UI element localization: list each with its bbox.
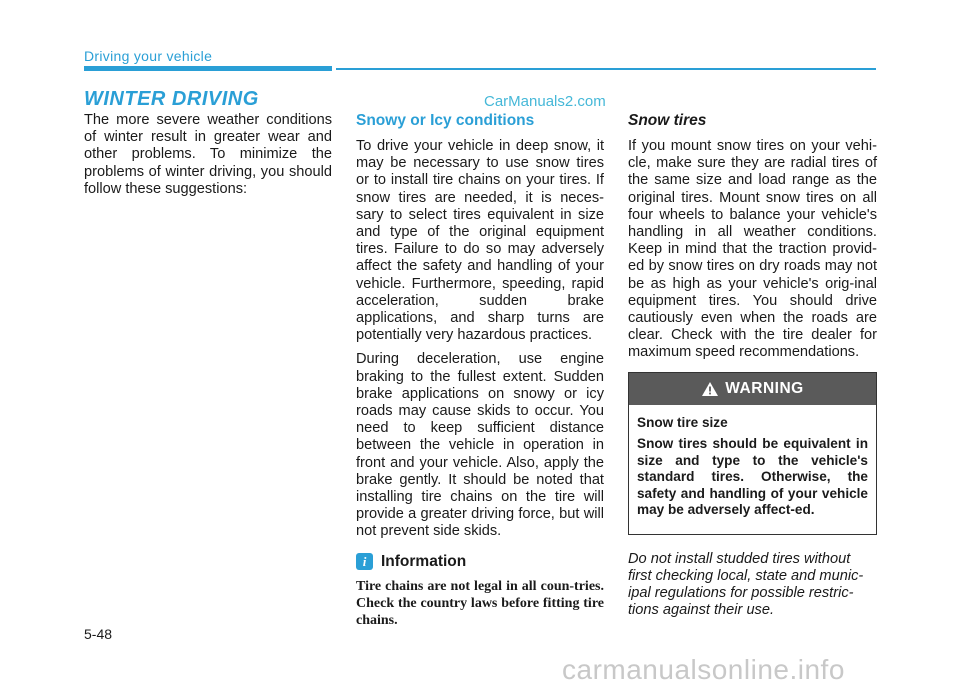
studded-tires-note: Do not install studded tires without first checking local, state and munic-ipal regulations for possible restric-tions against their use. [628, 550, 864, 619]
header-rule-thick [84, 66, 332, 71]
intro-paragraph: The more severe weather conditions of winter result in greater wear and other problems. To minimize the problems of winter driving, you should follow these suggestions: [84, 112, 332, 197]
column-intro [84, 112, 332, 205]
watermark-top[interactable]: CarManuals2.com [484, 93, 606, 110]
section-header: Driving your vehicle [84, 48, 213, 64]
info-icon: i [356, 553, 373, 570]
column-snowy-icy [356, 112, 604, 636]
watermark-bottom[interactable]: carmanualsonline.info [562, 654, 845, 685]
warning-header [629, 373, 876, 405]
column-snow-tires [628, 112, 877, 626]
warning-label: WARNING [725, 380, 804, 398]
header-rule-thin [336, 68, 876, 70]
snowy-icy-paragraph-1: To drive your vehicle in deep snow, it may be necessary to use snow tires or to install tire chains on your tires. If snow tires are needed, it is neces-sary to select tires equivalent in size and type of the original equipment tires. Failure to do so may adversely affect the safety and handling of your vehicle. Furthermore, speeding, rapid acceleration, sudden brake applications, and sharp turns are potentially very hazardous practices. [356, 138, 604, 344]
snow-tires-heading: Snow tires [628, 112, 707, 129]
warning-box [628, 372, 877, 535]
page-title: WINTER DRIVING [84, 88, 259, 110]
information-title: Information [381, 552, 467, 570]
warning-body [629, 405, 876, 534]
information-box [356, 553, 604, 570]
information-text: Tire chains are not legal in all coun-tries. Check the country laws before fitting tire chains. [356, 578, 604, 628]
warning-title: Snow tire size [637, 414, 728, 430]
warning-text: Snow tires should be equivalent in size and type to the vehicle's standard tires. Otherwise, the safety and handling of your vehicle may be adversely affect-ed. [637, 436, 868, 518]
snow-tires-paragraph: If you mount snow tires on your vehi-cle, make sure they are radial tires of the same size and load range as the original tires. Mount snow tires on all four wheels to balance your vehicle's handling in all weather conditions. Keep in mind that the traction provid-ed by snow tires on dry roads may not be as high as your vehicle's orig-inal equipment tires. You should drive cautiously even when the roads are clear. Check with the tire dealer for maximum speed recommendations. [628, 138, 877, 361]
snowy-icy-heading: Snowy or Icy conditions [356, 112, 535, 129]
snowy-icy-paragraph-2: During deceleration, use engine braking to the fullest extent. Sudden brake applications on snowy or icy roads may cause skids to occur. You need to keep sufficient distance between the vehicle in operation in front and your vehicle. Also, apply the brake gently. It should be noted that installing tire chains on the tire will provide a greater driving force, but will not prevent side skids. [356, 351, 604, 540]
warning-triangle-icon [701, 381, 719, 397]
page-number: 5-48 [84, 626, 113, 642]
